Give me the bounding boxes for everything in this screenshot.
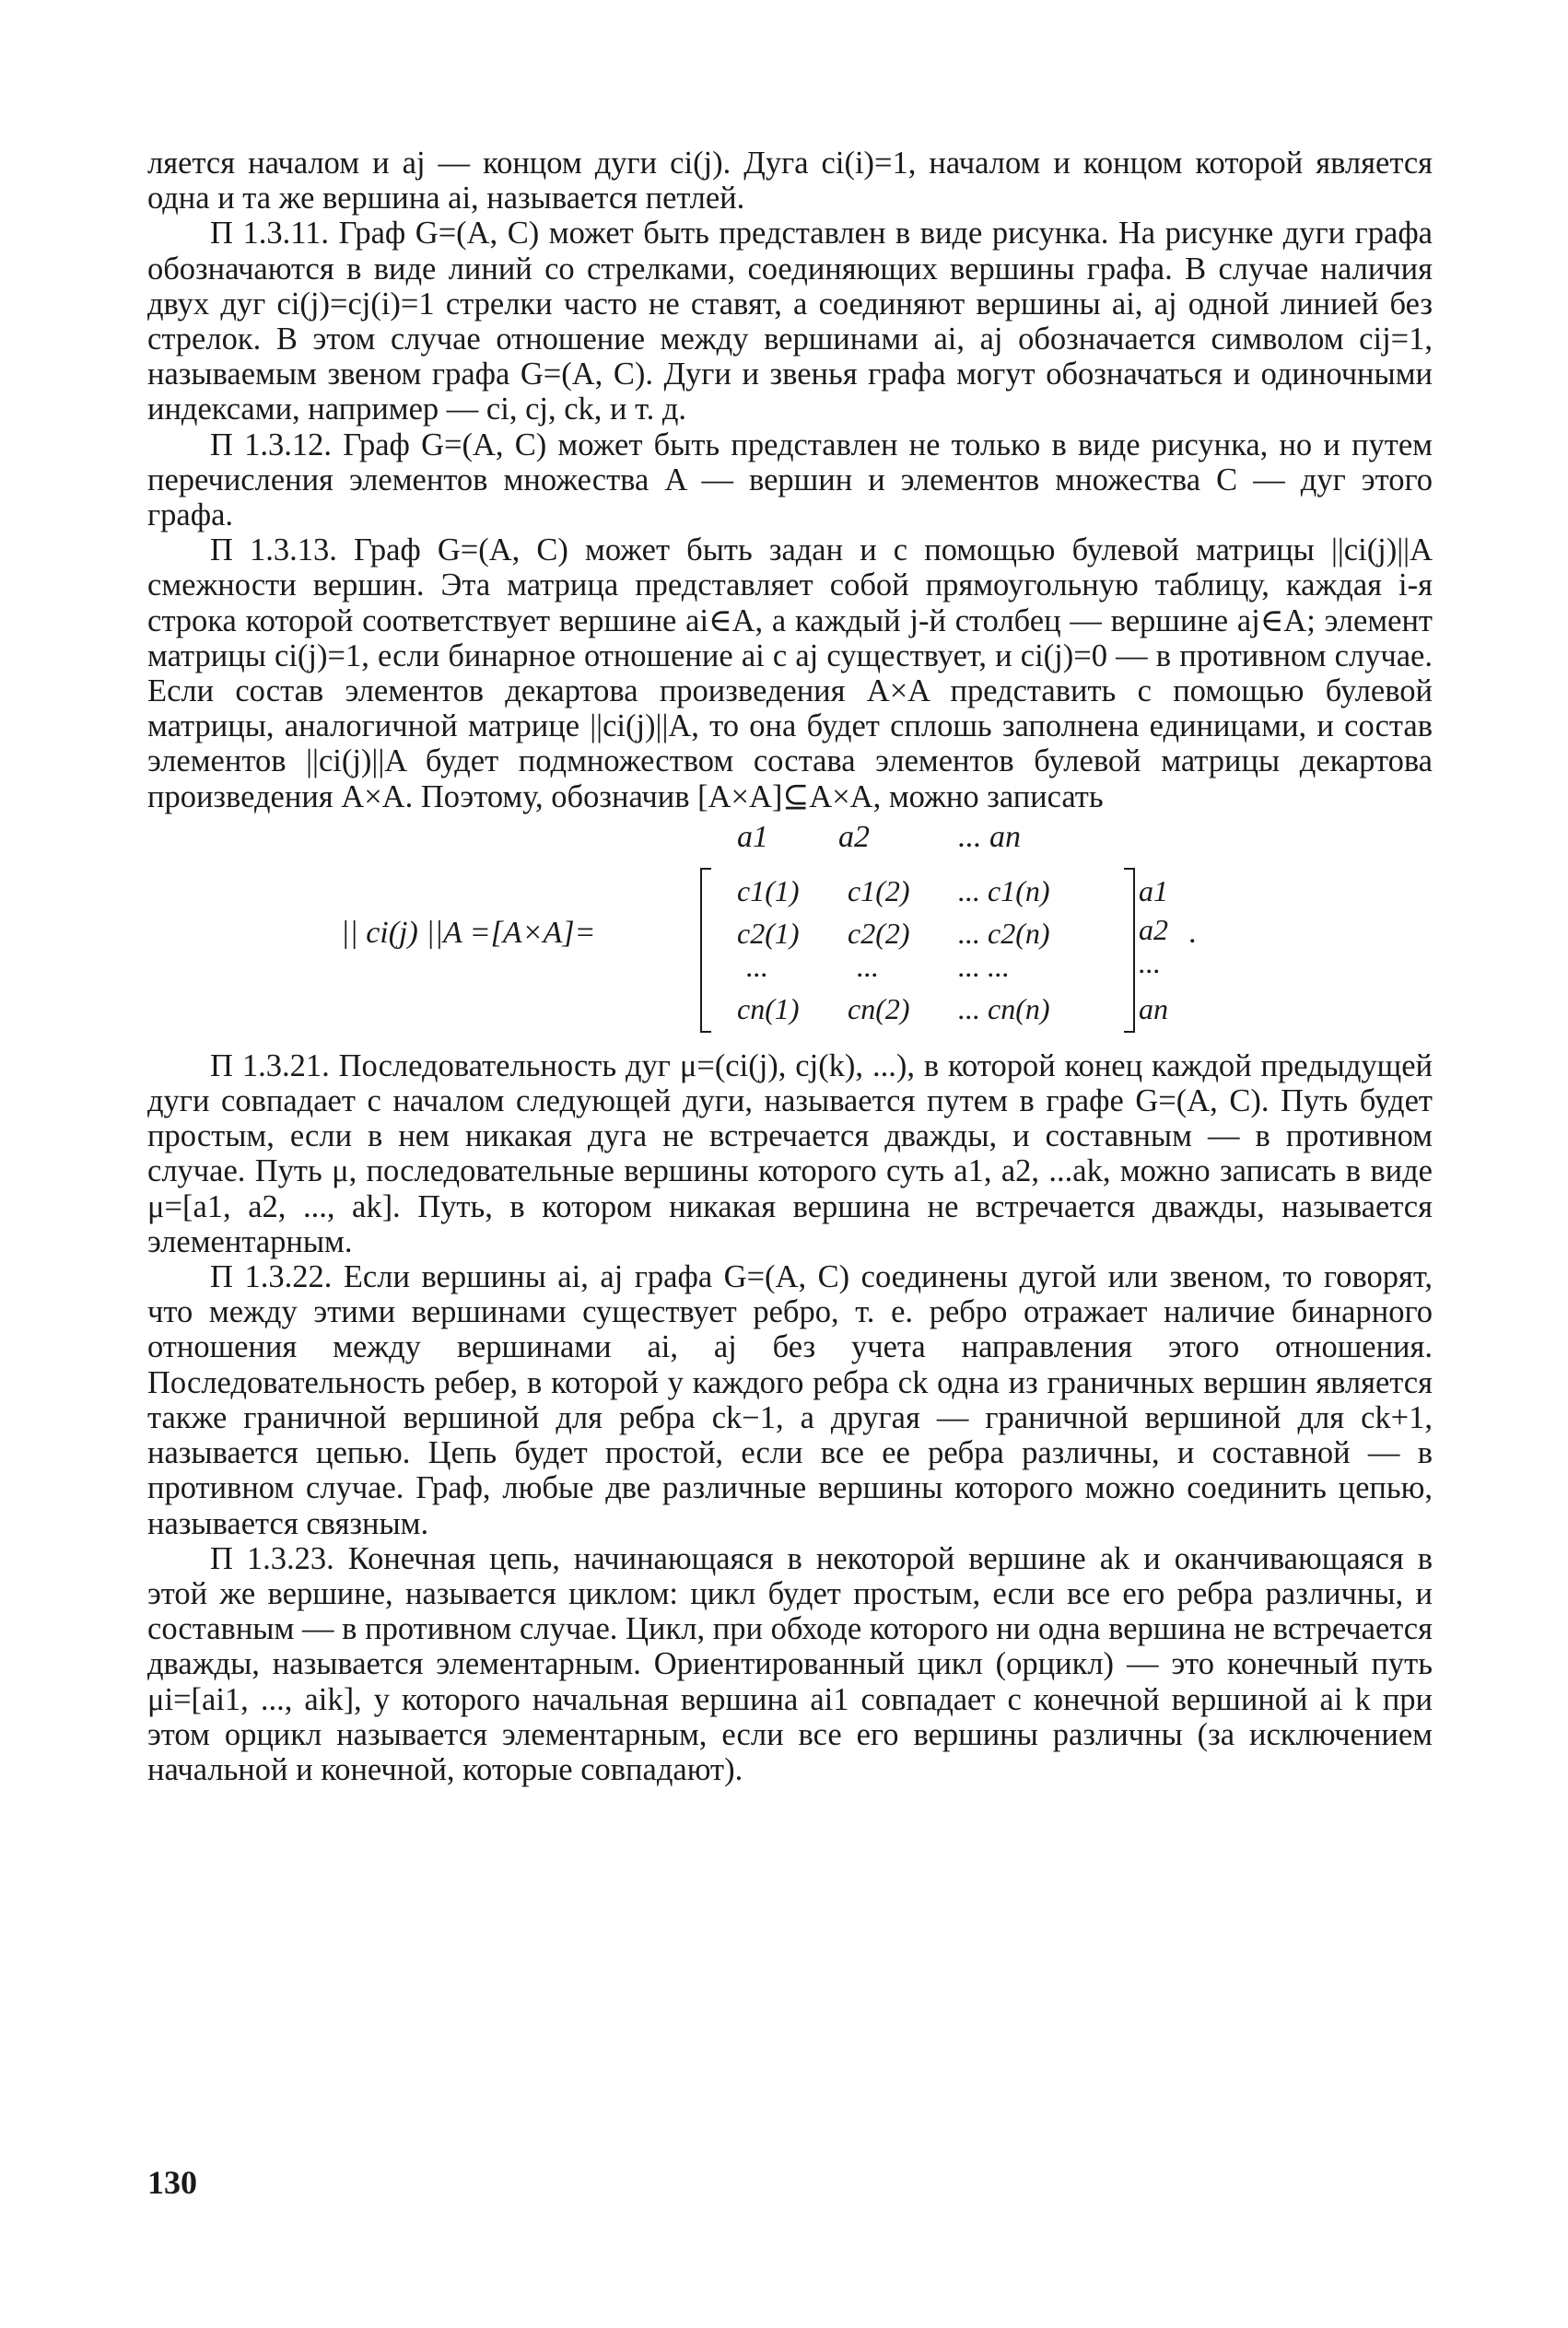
matrix-cell: c1(1)	[737, 873, 800, 907]
matrix-cell: cn(1)	[737, 991, 800, 1025]
matrix-row-label: an	[1139, 991, 1168, 1025]
matrix-right-bracket	[1124, 868, 1135, 1033]
matrix-trailing-dot: .	[1188, 915, 1197, 950]
paragraph: П 1.3.23. Конечная цепь, начинающаяся в некоторой вершине ak и оканчивающаяся в этой же вершине, называется циклом: цикл будет простым, если все его ребра различны, и составным — в противном случае. Цикл, при обходе которого ни одна вершина не встречается дважды, называется элементарным. Ориентированный цикл (орцикл) — это конечный путь μi=[ai1, ..., aik], у которого начальная вершина ai1 совпадает с конечной вершиной ai k при этом орцикл называется элементарным, если все его вершины различны (за исключением начальной и конечной, которые совпадают).	[147, 1540, 1433, 1787]
matrix-cell: ... cn(n)	[958, 991, 1050, 1025]
matrix-cell: c2(2)	[848, 916, 910, 950]
paragraph: П 1.3.22. Если вершины ai, aj графа G=(A, C) соединены дугой или звеном, то говорят, что между этими вершинами существует ребро, т. е. ребро отражает наличие бинарного отношения между вершинами ai, aj без учета направления этого отношения. Последовательность ребер, в которой у каждого ребра ck одна из граничных вершин является также граничной вершиной для ребра ck−1, а другая — граничной вершиной для ck+1, называется цепью. Цепь будет простой, если все ее ребра различны, и составной — в противном случае. Граф, любые две различные вершины которого можно соединить цепью, называется связным.	[147, 1259, 1433, 1541]
matrix-cell: ... ...	[958, 949, 1010, 983]
matrix-row-label: a1	[1139, 873, 1168, 907]
matrix-row-label: ...	[1139, 945, 1161, 979]
paragraph: П 1.3.11. Граф G=(A, C) может быть представлен в виде рисунка. На рисунке дуги графа обозначаются в виде линий со стрелками, соединяющих вершины графа. В случае наличия двух дуг ci(j)=cj(i)=1 стрелки часто не ставят, а соединяют вершины ai, aj одной линией без стрелок. В этом случае отношение между вершинами ai, aj обозначается символом cij=1, называемым звеном графа G=(A, C). Дуги и звенья графа могут обозначаться и одиночными индексами, например — ci, cj, ck, и т. д.	[147, 216, 1433, 427]
matrix-cell: cn(2)	[848, 991, 910, 1025]
matrix-cell: c2(1)	[737, 916, 800, 950]
paragraph: П 1.3.12. Граф G=(A, C) может быть представлен не только в виде рисунка, но и путем перечисления элементов множества A — вершин и элементов множества C — дуг этого графа.	[147, 427, 1433, 533]
matrix-row-label: a2	[1139, 912, 1168, 946]
matrix-col-head: a2	[838, 819, 870, 854]
paragraph: П 1.3.21. Последовательность дуг μ=(ci(j), cj(k), ...), в которой конец каждой предыдущей дуги совпадает с началом следующей дуги, называется путем в графе G=(A, C). Путь будет простым, если в нем никакая дуга не встречается дважды, и составным — в противном случае. Путь μ, последовательные вершины которого суть a1, a2, ...ak, можно записать в виде μ=[a1, a2, ..., ak]. Путь, в котором никакая вершина не встречается дважды, называется элементарным.	[147, 1047, 1433, 1259]
matrix-left-bracket	[700, 868, 711, 1033]
paragraph: ляется началом и aj — концом дуги ci(j). Дуга ci(i)=1, началом и концом которой является одна и та же вершина ai, называется петлей.	[147, 146, 1433, 216]
matrix-col-head: ... an	[958, 819, 1021, 854]
page-number: 130	[147, 2164, 197, 2201]
matrix-col-head: a1	[737, 819, 768, 854]
matrix-cell: ... c1(n)	[958, 873, 1050, 907]
adjacency-matrix	[147, 820, 1433, 1032]
matrix-cell: ...	[857, 949, 879, 983]
page-body	[147, 146, 1433, 1787]
matrix-cell: ... c2(n)	[958, 916, 1050, 950]
matrix-cell: ...	[746, 949, 768, 983]
matrix-cell: c1(2)	[848, 873, 910, 907]
paragraph: П 1.3.13. Граф G=(A, C) может быть задан и с помощью булевой матрицы ||ci(j)||A смежности вершин. Эта матрица представляет собой прямоугольную таблицу, каждая i-я строка которой соответствует вершине ai∈A, а каждый j-й столбец — вершине aj∈A; элемент матрицы ci(j)=1, если бинарное отношение ai с aj существует, и ci(j)=0 — в противном случае. Если состав элементов декартова произведения A×A представить с помощью булевой матрицы, аналогичной матрице ||ci(j)||A, то она будет сплошь заполнена единицами, и состав элементов ||ci(j)||A будет подмножеством состава элементов булевой матрицы декартова произведения A×A. Поэтому, обозначив [A×A]⊆A×A, можно записать	[147, 532, 1433, 814]
matrix-lhs: || ci(j) ||A =[A×A]=	[341, 915, 596, 950]
